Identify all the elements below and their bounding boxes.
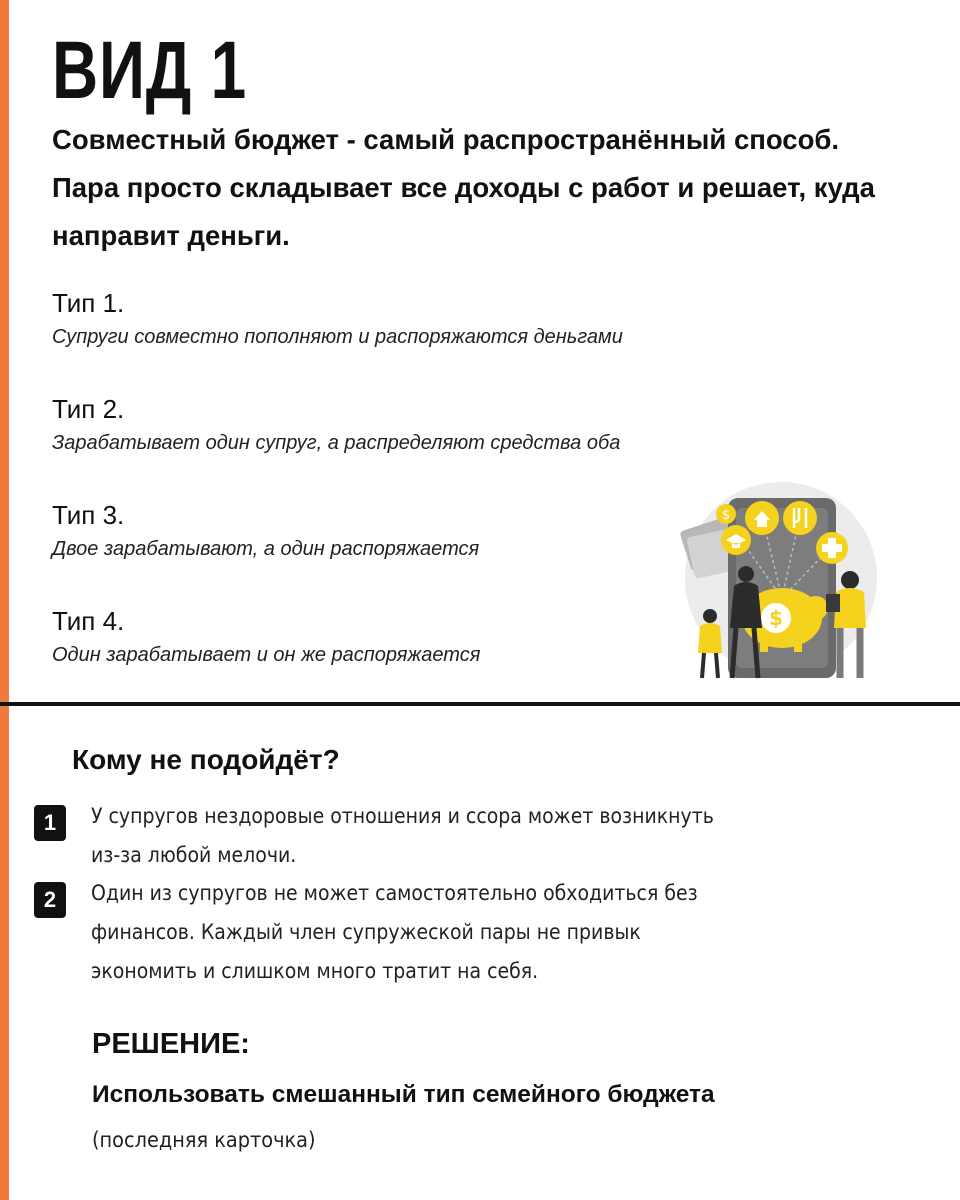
type-item: [52, 284, 832, 390]
svg-text:$: $: [721, 508, 731, 523]
solution-text: Использовать смешанный тип семейного бюджета: [92, 1081, 715, 1108]
solution-title: РЕШЕНИЕ:: [92, 1028, 250, 1060]
number-badge: 2: [34, 882, 66, 918]
type-label: Тип 1.: [52, 288, 125, 318]
type-description: Супруги совместно пополняют и распоряжаются деньгами: [52, 326, 623, 348]
section-title: Кому не подойдёт?: [72, 744, 340, 775]
type-description: Один зарабатывает и он же распоряжается: [52, 644, 481, 666]
type-description: Зарабатывает один супруг, а распределяют средства оба: [52, 432, 621, 454]
type-label: Тип 4.: [52, 606, 125, 636]
section-divider: [0, 702, 960, 706]
list-item-text: Один из супругов не может самостоятельно обходиться без финансов. Каждый член супружеской пары не привык экономить и слишком много тратит на себя.: [91, 881, 698, 983]
accent-bar: [0, 0, 9, 1200]
svg-text:$: $: [769, 606, 783, 630]
type-description: Двое зарабатывают, а один распоряжается: [52, 538, 480, 560]
intro-text: Совместный бюджет - самый распространённый способ. Пара просто складывает все доходы с работ и решает, куда направит деньги.: [52, 124, 875, 251]
page-title: ВИД 1: [52, 25, 247, 116]
number-badge: 1: [34, 805, 66, 841]
solution-note: (последняя карточка): [92, 1128, 316, 1152]
list-item-text: У супругов нездоровые отношения и ссора может возникнуть из-за любой мелочи.: [91, 804, 714, 867]
type-label: Тип 2.: [52, 394, 125, 424]
family-budget-piggy-bank-icon: [676, 478, 886, 688]
type-label: Тип 3.: [52, 500, 125, 530]
